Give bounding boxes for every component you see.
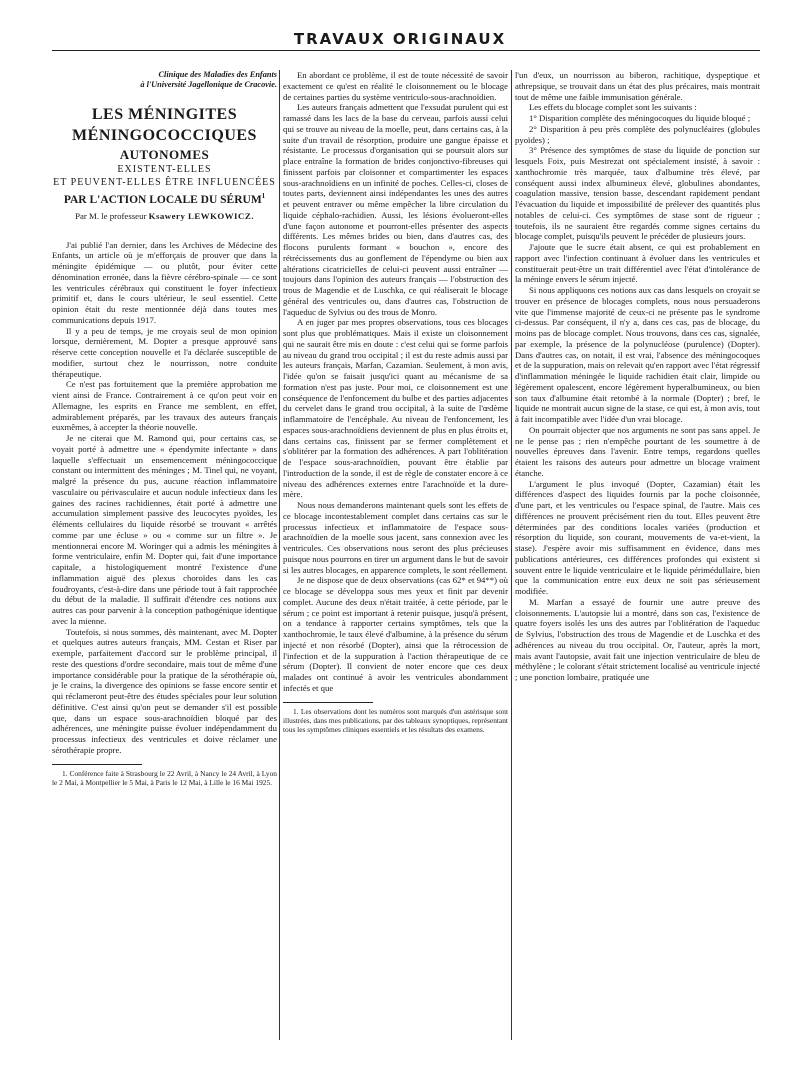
paragraph: Toutefois, si nous sommes, dès maintenant, avec M. Dopter et quelques autres auteurs français, MM. Cestan et Riser par exemple, parfaitement d'accord sur le problème principal, il reste des questions d'ordre secondaire, mais tout de même d'une importance considérable pour la pratique de la sérothérapie où, je le crains, la divergence des opinions se fasse encore sentir et qui réclameront peut-être des études spéciales pour leur solution définitive. C'est ainsi qu'on peut se demander s'il est possible que, dans un espace sous-arachnoïdien bloqué par des adhérences, une méningite puisse évoluer indépendamment du processus infectieux des ventricules et doive réclamer une sérothérapie propre. bbox=[52, 626, 277, 755]
author-name: Ksawery LEWKOWICZ. bbox=[148, 210, 254, 221]
paragraph: Nous nous demanderons maintenant quels sont les effets de ce blocage incontestablement complet dans certains cas sur le processus infectieux et inflammatoire de l'espace sous-arachnoïdien de la moelle sous jacent, sans connexion avec les ventricules. Ces observations nous seront des plus précieuses puisque nous pourrons en tirer un argument dans le but de savoir si les autres blocages, en apparence complets, le sont réellement. bbox=[283, 500, 508, 575]
paragraph: Je ne citerai que M. Ramond qui, pour certains cas, se voyait porté à admettre une « épendymite infectante » dans laquelle s'effectuait un ensemencement méningococcique constant ou intermittent des méninges ; M. Tinel qui, ne voyant, malgré la présence du pus, aucune réaction inflammatoire vasculaire ou périvasculaire et aucun nodule infectieux dans les gaines des racines rachidiennes, était porté à admettre une accumulation simplement passive des leucocytes pyoïdes, les éléments cellulaires du liquide résorbé se trouvant « arrêtés comme par une écluse » ou « comme sur un filtre ». Je mentionnerai encore M. Woringer qui a admis les méningites à forme ventriculaire, enfin M. Dopter qui, fait d'une importance capitale, a histologiquement montré l'existence d'une inflammation aiguë des plexus choroïdes dans les cas foudroyants, c'est-à-dire dans une période tout à fait rapprochée du début de la maladie. Il suffirait d'étendre ces notions aux autres cas pour parvenir à la conception pathogénique identique avec la mienne. bbox=[52, 433, 277, 626]
running-header: TRAVAUX ORIGINAUX bbox=[293, 30, 507, 48]
author-prefix: Par M. le professeur bbox=[75, 210, 147, 221]
paragraph: J'ajoute que le sucre était absent, ce qui est probablement en rapport avec l'infection continuant à évoluer dans les ventricules et constituerait peut-être un trait différentiel avec l'état d'intolérance de la méninge envers le sérum injecté. bbox=[515, 242, 760, 285]
footnote-marker: 1 bbox=[261, 192, 266, 200]
title-line: LES MÉNINGITES bbox=[91, 106, 238, 123]
paragraph: En abordant ce problème, il est de toute nécessité de savoir exactement ce qu'est en réalité le cloisonnement ou le blocage de certaines parties du système ventriculo-sous-arachnoïdien. bbox=[283, 70, 508, 102]
column-divider bbox=[511, 70, 512, 1040]
paragraph: Il y a peu de temps, je me croyais seul de mon opinion lorsque, dernièrement, M. Dopter a presque approuvé sans réserve cette conception nouvelle et l'a déclarée susceptible de modifier, surtout chez le nourrisson, notre conduite thérapeutique. bbox=[52, 325, 277, 379]
paragraph: A en juger par mes propres observations, tous ces blocages sont plus que problématiques. Mais il existe un cloisonnement qui ne saurait être mis en doute : c'est celui qui se forme parfois au niveau du grand trou occipital ; il est du reste admis aussi par les auteurs français, Marfan, Cazamian. Seulement, à mon avis, l'idée qu'on se faisait jusqu'ici quant au mécanisme de sa formation n'est pas juste. Pour moi, ce cloisonnement est une conséquence de l'enfoncement du bulbe et des parties adjacentes du cervelet dans le grand trou occipital, à la suite de l'œdème inflammatoire de l'encéphale. Au niveau de l'enfoncement, les espaces sous-arachnoïdiens deviennent de plus en plus étroits et, dans certains cas, finissent par se fermer complètement et s'oblitérer par la formation des adhérences. A part l'oblitération de l'espace sous-arachnoïdien, pouvant être établie par l'introduction de la sonde, il est de règle de constater encore à ce niveau des adhérences externes entre l'arachnoïde et la dure-mère. bbox=[283, 317, 508, 500]
paragraph: M. Marfan a essayé de fournir une autre preuve des cloisonnements. L'autopsie lui a montré, dans son cas, l'existence de quatre foyers isolés les uns des autres par l'oblitération de l'aqueduc de Sylvius, l'obstruction des trous de Magendie et de Luschka et des adhérences au niveau du trou occipital. Or, l'auteur, après la mort, mais avant l'autopsie, avait fait une injection ventriculaire de bleu de méthylène ; le colorant s'était strictement localisé au ventricule injecté ; une ponction lombaire, pratiquée une bbox=[515, 596, 760, 682]
column-1 bbox=[52, 70, 277, 787]
paragraph: Si nous appliquons ces notions aux cas dans lesquels on croyait se trouver en présence de blocages complets, nous nous persuaderons vite que l'immense majorité de ceux-ci ne présente pas le syndrome ci-dessus. Par conséquent, il n'y a, dans ces cas, pas de blocage, du moins pas de blocage complet. Nous trouvons, dans ces cas, signalée, par exemple, la présence de la polynucléose (purulence) (Dopter). Dans d'autres cas, on notait, il est vrai, l'absence des méningocoques et de la suppuration, mais on relevait qu'en rapport avec l'état régressif d'inflammation méningée le liquide rachidien était clair, limpide ou légèrement opalescent, encore légèrement hyperalbumineux, ou bien son taux d'albumine était retombé à la normale (Dopter) ; bref, le liquide ne montrait aucun signe de la stase, ce qui est, à mon avis, tout à fait incompatible avec l'idée d'un vrai blocage. bbox=[515, 285, 760, 424]
list-item: 2° Disparition à peu près complète des polynucléaires (globules pyoïdes) ; bbox=[515, 123, 760, 145]
title-line: EXISTENT-ELLES bbox=[117, 164, 212, 175]
column-3 bbox=[515, 70, 760, 683]
title-line: AUTONOMES bbox=[119, 147, 210, 162]
header-rule bbox=[52, 50, 760, 51]
paragraph: Les auteurs français admettent que l'exsudat purulent qui est ramassé dans les lacs de la base du cerveau, parfois aussi celui qui se trouve au niveau de la moelle, peut, dans certains cas, à la suite d'un travail de résorption, produire une gangue épaisse et résistante. Le processus d'organisation qui se poursuit alors sur place entraîne la formation de brides conjonctivo-fibreuses qui finissent parfois par cloisonner et compartimenter les espaces sous-arachnoïdiens en un infinité de poches. Celles-ci, closes de toutes parts, deviennent ainsi indépendantes les unes des autres et peuvent entraver ou même empêcher la libre circulation du liquide céphalo-rachidien. Aussi, les lésions évolueront-elles d'une façon autonome et pourront-elles présenter des aspects différents. Les mêmes brides ou bien, dans d'autres cas, des flocons purulents formant « bouchon », encore des rétrécissements dus au gonflement de l'épendyme ou bien aux altérations cicatricielles de celui-ci peuvent aussi entraîner — toujours dans l'opinion des auteurs français — l'obstruction des trous de Magendie et de Luschka, ce qui réaliserait le blocage général des ventricules ou, dans d'autres cas, l'obstruction de l'aqueduc de Sylvius ou des trous de Monro. bbox=[283, 102, 508, 317]
title-line bbox=[52, 189, 277, 208]
title-line: ET PEUVENT-ELLES ÊTRE INFLUENCÉES bbox=[53, 177, 276, 188]
paragraph: Les effets du blocage complet sont les suivants : bbox=[529, 102, 697, 113]
paragraph: On pourrait objecter que nos arguments ne sont pas sans appel. Je ne le pense pas ; rien n'empêche pourtant de les soumettre à de nouvelles épreuves dans l'avenir. Entre temps, regardons quelles étaient les raisons des auteurs pour admettre un blocage vraiment étanche. bbox=[515, 424, 760, 478]
column-2 bbox=[283, 70, 508, 734]
title-text: PAR L'ACTION LOCALE DU SÉRUM bbox=[63, 193, 262, 206]
author-line bbox=[52, 211, 277, 222]
paragraph: L'argument le plus invoqué (Dopter, Cazamian) était les différences d'aspect des liquides fournis par la poche cloisonnée, d'une part, et les ventricules ou l'espace spinal, de l'autre. Mais ces différences ne prouvent précisément rien du tout. Elles peuvent être déterminées par des conditions locales variées (production et résorption du liquide, son courant, mouvements de va-et-vient, la stase). J'espère avoir mis suffisamment en évidence, dans mes publications antérieures, ces différences profondes qui existent si souvent entre le liquide ventriculaire et le liquide périmédullaire, bien que la communication entre eux deux ne soit pas sérieusement modifiée. bbox=[515, 478, 760, 596]
column-divider bbox=[279, 70, 280, 1040]
footnote-rule bbox=[52, 764, 142, 765]
affiliation-line: à l'Université Jagellonique de Cracovie. bbox=[140, 80, 277, 89]
list-item: 3° Présence des symptômes de stase du liquide de ponction sur lesquels Foix, puis Mestrezat ont spécialement insisté, à savoir : xanthochromie très marquée, taux d'albumine très élevé, par conséquent aussi index albumineux élevé, globulines abondantes, coagulation massive, tension basse, descendant rapidement pendant l'évacuation du liquide et impossibilité de prélever des quantités plus notables de celui-ci. Ces symptômes de stase sont de rigueur ; toutefois, ils ne sauraient être regardés comme signes certains du blocage complet, puisqu'ils peuvent le précéder de plusieurs jours. bbox=[515, 145, 760, 242]
footnote: 1. Les observations dont les numéros sont marqués d'un astérisque sont illustrées, dans mes publications, par des tableaux synoptiques, représentant tous les symptômes cliniques essentiels et les résultats des examens. bbox=[283, 706, 508, 734]
affiliation bbox=[52, 70, 277, 90]
footnote: 1. Conférence faite à Strasbourg le 22 Avril, à Nancy le 24 Avril, à Lyon le 2 Mai, à Montpellier le 5 Mai, à Paris le 12 Mai, à Lille le 16 Mai 1925. bbox=[52, 768, 277, 787]
paragraph: J'ai publié l'an dernier, dans les Archives de Médecine des Enfants, un article où je m'efforçais de prouver que dans la méningite épidémique — ou plutôt, pour éviter cette dénomination erronée, dans la fièvre cérébro-spinale — ce sont les ventricules cérébraux qui constituent le foyer infectieux primitif et, dans le cours ultérieur, le seul essentiel. Cette opinion était du reste mentionnée déjà dans toutes mes communications depuis 1917. bbox=[52, 239, 277, 325]
title-line: MÉNINGOCOCCIQUES bbox=[72, 127, 257, 144]
list-item: 1° Disparition complète des méningocoques du liquide bloqué ; bbox=[529, 113, 751, 123]
footnote-rule bbox=[283, 702, 373, 703]
paragraph: Ce n'est pas fortuitement que la première approbation me vient ainsi de France. Contrairement à ce qu'on peut voir en Allemagne, les esprits en France me semblent, en effet, admirablement préparés, par les travaux des auteurs français euxmêmes, à accepter la théorie nouvelle. bbox=[52, 379, 277, 433]
affiliation-line: Clinique des Maladies des Enfants bbox=[158, 70, 277, 79]
paragraph: Je ne dispose que de deux observations (cas 62* et 94**) où ce blocage se développa sous mes yeux et finit par devenir complet. Aucune des deux n'était traitée, à cette période, par le sérum ; ce point est important à retenir puisque, jusqu'à présent, on a tendance à rapporter certains symptômes, tels que la xanthochromie, le taux élevé d'albumine, à la présence du sérum injecté et non résorbé (Dopter), ainsi que la rétrocession de l'infection et de la suppuration à l'action thérapeutique de ce sérum (Dopter). Il convient de noter encore que ces deux malades ont continué à avoir les ventricules abondamment infectés et que bbox=[283, 575, 508, 693]
paragraph: l'un d'eux, un nourrisson au biberon, rachitique, dyspeptique et athrepsique, se trouvait dans un état des plus précaires, mais montrait tout de même une faible immunisation générale. bbox=[515, 70, 760, 102]
